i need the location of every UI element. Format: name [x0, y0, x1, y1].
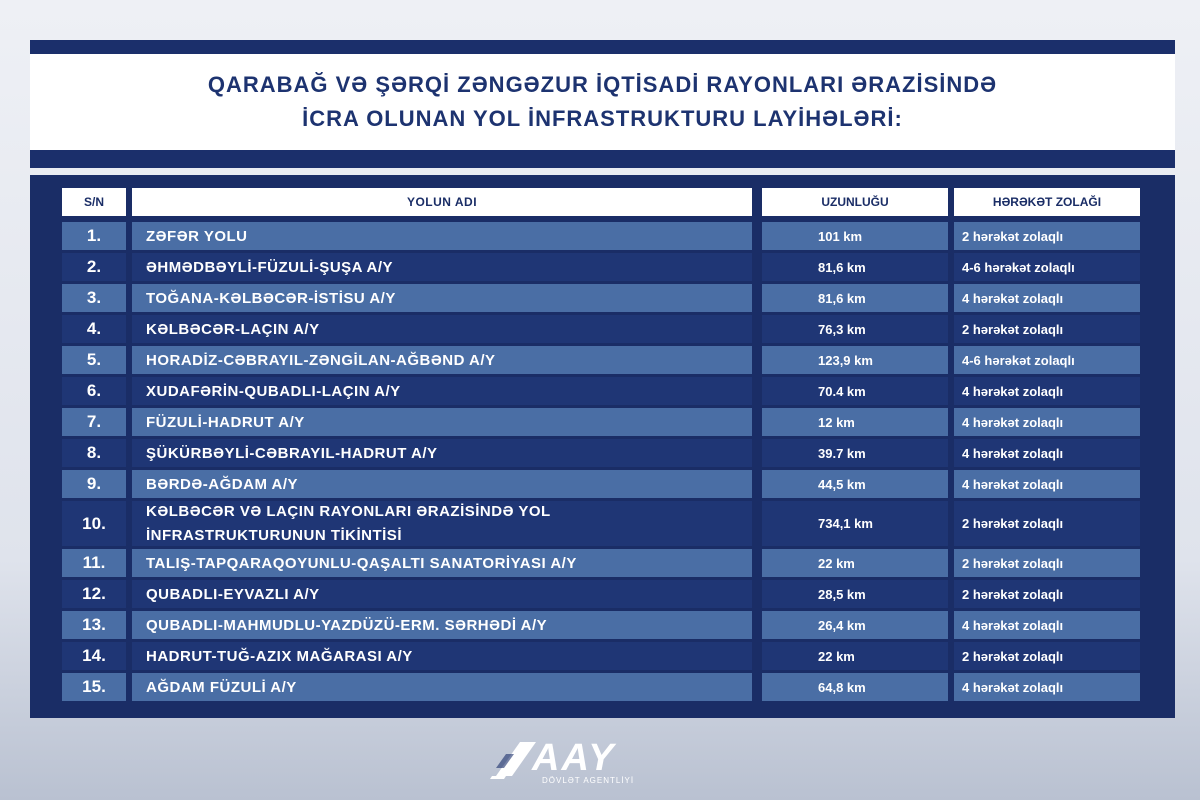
row-sn: 2. [62, 253, 126, 281]
table-row [62, 673, 1152, 701]
row-road-name: HORADİZ-CƏBRAYIL-ZƏNGİLAN-AĞBƏND A/Y [132, 346, 752, 374]
row-length: 26,4 km [762, 611, 948, 639]
header-sn: S/N [62, 188, 126, 216]
table-row [62, 284, 1152, 312]
table-row [62, 377, 1152, 405]
row-sn: 6. [62, 377, 126, 405]
aay-logo [490, 738, 670, 788]
row-sn: 3. [62, 284, 126, 312]
table-row [62, 222, 1152, 250]
row-length: 39.7 km [762, 439, 948, 467]
row-road-name: QUBADLI-EYVAZLI A/Y [132, 580, 752, 608]
row-road-name: KƏLBƏCƏR-LAÇIN A/Y [132, 315, 752, 343]
table-row [62, 253, 1152, 281]
title-underline-bar [30, 150, 1175, 168]
row-length: 81,6 km [762, 253, 948, 281]
header-lanes: HƏRƏKƏT ZOLAĞI [954, 188, 1140, 216]
header-length: UZUNLUĞU [762, 188, 948, 216]
row-lanes: 4 hərəkət zolaqlı [954, 408, 1140, 436]
row-road-name: TOĞANA-KƏLBƏCƏR-İSTİSU A/Y [132, 284, 752, 312]
table-row [62, 611, 1152, 639]
road-stripes-icon [490, 740, 538, 780]
row-length: 64,8 km [762, 673, 948, 701]
row-lanes: 4-6 hərəkət zolaqlı [954, 346, 1140, 374]
table-row [62, 346, 1152, 374]
table-row [62, 642, 1152, 670]
table-row [62, 549, 1152, 577]
row-road-name-line-1: KƏLBƏCƏR VƏ LAÇIN RAYONLARI ƏRAZİSİNDƏ YOL [146, 502, 551, 520]
row-sn: 10. [62, 501, 126, 546]
page-title [30, 54, 1175, 150]
header-name: YOLUN ADI [132, 188, 752, 216]
row-length: 734,1 km [762, 501, 948, 546]
row-lanes: 4-6 hərəkət zolaqlı [954, 253, 1140, 281]
row-lanes: 4 hərəkət zolaqlı [954, 284, 1140, 312]
row-sn: 9. [62, 470, 126, 498]
row-lanes: 2 hərəkət zolaqlı [954, 549, 1140, 577]
table-row [62, 439, 1152, 467]
row-road-name: QUBADLI-MAHMUDLU-YAZDÜZÜ-ERM. SƏRHƏDİ A/Y [132, 611, 752, 639]
row-lanes: 4 hərəkət zolaqlı [954, 377, 1140, 405]
row-sn: 8. [62, 439, 126, 467]
row-road-name: ZƏFƏR YOLU [132, 222, 752, 250]
row-sn: 7. [62, 408, 126, 436]
row-sn: 15. [62, 673, 126, 701]
logo-text: AAY [532, 737, 616, 779]
row-lanes: 2 hərəkət zolaqlı [954, 580, 1140, 608]
row-sn: 14. [62, 642, 126, 670]
row-sn: 12. [62, 580, 126, 608]
row-length: 70.4 km [762, 377, 948, 405]
row-length: 28,5 km [762, 580, 948, 608]
row-sn: 4. [62, 315, 126, 343]
logo-subtitle: DÖVLƏT AGENTLİYİ [542, 776, 635, 785]
row-lanes: 4 hərəkət zolaqlı [954, 439, 1140, 467]
row-road-name: FÜZULİ-HADRUT A/Y [132, 408, 752, 436]
row-road-name: BƏRDƏ-AĞDAM A/Y [132, 470, 752, 498]
row-road-name [132, 501, 752, 546]
row-length: 76,3 km [762, 315, 948, 343]
row-sn: 11. [62, 549, 126, 577]
row-lanes: 4 hərəkət zolaqlı [954, 470, 1140, 498]
row-sn: 13. [62, 611, 126, 639]
row-lanes: 4 hərəkət zolaqlı [954, 673, 1140, 701]
row-road-name: ŞÜKÜRBƏYLİ-CƏBRAYIL-HADRUT A/Y [132, 439, 752, 467]
row-length: 22 km [762, 549, 948, 577]
row-sn: 1. [62, 222, 126, 250]
row-road-name: HADRUT-TUĞ-AZIX MAĞARASI A/Y [132, 642, 752, 670]
row-road-name: AĞDAM FÜZULİ A/Y [132, 673, 752, 701]
row-road-name: TALIŞ-TAPQARAQOYUNLU-QAŞALTI SANATORİYASI A/Y [132, 549, 752, 577]
row-lanes: 2 hərəkət zolaqlı [954, 501, 1140, 546]
table-row [62, 408, 1152, 436]
row-length: 12 km [762, 408, 948, 436]
table-row [62, 580, 1152, 608]
title-line-1: QARABAĞ VƏ ŞƏRQİ ZƏNGƏZUR İQTİSADİ RAYONLARI ƏRAZİSİNDƏ [207, 72, 998, 97]
row-length: 123,9 km [762, 346, 948, 374]
row-road-name: XUDAFƏRİN-QUBADLI-LAÇIN A/Y [132, 377, 752, 405]
table-row [62, 315, 1152, 343]
row-length: 101 km [762, 222, 948, 250]
top-accent-bar [30, 40, 1175, 54]
row-lanes: 2 hərəkət zolaqlı [954, 222, 1140, 250]
row-lanes: 2 hərəkət zolaqlı [954, 642, 1140, 670]
row-lanes: 2 hərəkət zolaqlı [954, 315, 1140, 343]
table-row [62, 501, 1152, 546]
title-line-2: İCRA OLUNAN YOL İNFRASTRUKTURU LAYİHƏLƏRİ: [302, 106, 903, 131]
row-length: 44,5 km [762, 470, 948, 498]
row-lanes: 4 hərəkət zolaqlı [954, 611, 1140, 639]
table-row [62, 470, 1152, 498]
table-header-row [62, 188, 1152, 216]
row-length: 81,6 km [762, 284, 948, 312]
row-sn: 5. [62, 346, 126, 374]
row-road-name-line-2: İNFRASTRUKTURUNUN TİKİNTİSİ [146, 526, 402, 544]
row-length: 22 km [762, 642, 948, 670]
row-road-name: ƏHMƏDBƏYLİ-FÜZULİ-ŞUŞA A/Y [132, 253, 752, 281]
